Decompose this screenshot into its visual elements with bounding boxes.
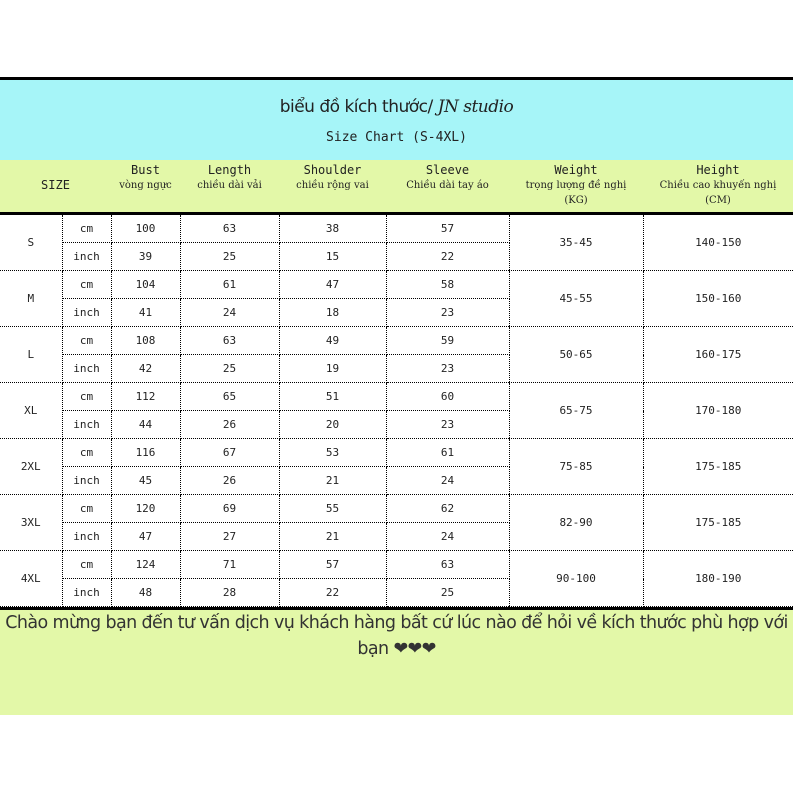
size-label: XL [0,383,62,439]
table-row [0,495,793,523]
sleeve-value: 57 [386,214,509,243]
header-sleeve-en: Sleeve [425,163,470,177]
sleeve-value: 62 [386,495,509,523]
header-bust-en: Bust [131,163,160,177]
weight-value: 82-90 [509,495,643,551]
length-value: 63 [180,214,279,243]
shoulder-value: 20 [279,411,386,439]
shoulder-value: 21 [279,523,386,551]
height-value: 140-150 [643,214,793,271]
unit-label: cm [62,551,111,579]
unit-label: cm [62,327,111,355]
bust-value: 42 [111,355,180,383]
size-label: M [0,271,62,327]
header-length-en: Length [207,163,252,177]
bust-value: 48 [111,579,180,607]
bust-value: 112 [111,383,180,411]
length-value: 67 [180,439,279,467]
sleeve-value: 23 [386,411,509,439]
shoulder-value: 55 [279,495,386,523]
table-row [0,214,793,243]
bust-value: 39 [111,243,180,271]
size-label: L [0,327,62,383]
header-bust-vi: vòng ngực [119,180,172,191]
header-row [0,160,793,214]
table-row [0,439,793,467]
unit-label: inch [62,411,111,439]
header-length [180,160,279,214]
sleeve-value: 60 [386,383,509,411]
unit-label: cm [62,439,111,467]
bust-value: 120 [111,495,180,523]
size-chart-sheet [0,77,793,715]
bust-value: 108 [111,327,180,355]
unit-label: inch [62,579,111,607]
length-value: 71 [180,551,279,579]
header-shoulder-vi: chiều rộng vai [296,180,369,191]
unit-label: cm [62,214,111,243]
header-sleeve-vi: Chiều dài tay áo [406,180,489,191]
bust-value: 47 [111,523,180,551]
length-value: 25 [180,355,279,383]
header-weight-vi: trọng lượng đề nghị [525,180,627,191]
unit-label: cm [62,271,111,299]
size-label: S [0,214,62,271]
table-row [0,383,793,411]
table-row [0,271,793,299]
length-value: 25 [180,243,279,271]
length-value: 26 [180,411,279,439]
sleeve-value: 23 [386,355,509,383]
sleeve-value: 25 [386,579,509,607]
shoulder-value: 15 [279,243,386,271]
header-height-en: Height [696,163,740,177]
weight-value: 75-85 [509,439,643,495]
height-value: 175-185 [643,439,793,495]
shoulder-value: 19 [279,355,386,383]
shoulder-value: 51 [279,383,386,411]
weight-value: 45-55 [509,271,643,327]
height-value: 180-190 [643,551,793,607]
unit-label: inch [62,299,111,327]
bust-value: 104 [111,271,180,299]
length-value: 24 [180,299,279,327]
length-value: 27 [180,523,279,551]
length-value: 28 [180,579,279,607]
length-value: 26 [180,467,279,495]
size-label: 4XL [0,551,62,607]
size-label: 2XL [0,439,62,495]
unit-label: inch [62,355,111,383]
unit-label: inch [62,243,111,271]
length-value: 69 [180,495,279,523]
header-height [643,160,793,214]
shoulder-value: 57 [279,551,386,579]
sleeve-value: 61 [386,439,509,467]
header-sleeve [386,160,509,214]
unit-label: cm [62,495,111,523]
bust-value: 116 [111,439,180,467]
table-body [0,214,793,607]
bust-value: 45 [111,467,180,495]
header-length-vi: chiều dài vải [197,180,262,191]
table-row [0,551,793,579]
header-weight-unit: (KG) [564,195,588,206]
shoulder-value: 49 [279,327,386,355]
header-shoulder-en: Shoulder [303,163,362,177]
bust-value: 44 [111,411,180,439]
header-weight [509,160,643,214]
sleeve-value: 59 [386,327,509,355]
bust-value: 100 [111,214,180,243]
unit-label: cm [62,383,111,411]
height-value: 160-175 [643,327,793,383]
table-row [0,327,793,355]
header-weight-en: Weight [554,163,598,177]
weight-value: 90-100 [509,551,643,607]
sleeve-value: 22 [386,243,509,271]
shoulder-value: 53 [279,439,386,467]
sleeve-value: 23 [386,299,509,327]
shoulder-value: 38 [279,214,386,243]
height-value: 175-185 [643,495,793,551]
weight-value: 65-75 [509,383,643,439]
weight-value: 50-65 [509,327,643,383]
unit-label: inch [62,467,111,495]
length-value: 65 [180,383,279,411]
unit-label: inch [62,523,111,551]
sleeve-value: 63 [386,551,509,579]
chart-title [0,97,793,117]
shoulder-value: 22 [279,579,386,607]
brand-logo-text: JN studio [437,97,514,117]
header-height-vi: Chiều cao khuyến nghị [659,180,777,191]
shoulder-value: 18 [279,299,386,327]
footer-message: Chào mừng bạn đến tư vấn dịch vụ khách hàng bất cứ lúc nào để hỏi về kích thước phù hợp với bạn ❤❤❤ [0,607,793,715]
height-value: 150-160 [643,271,793,327]
sleeve-value: 58 [386,271,509,299]
height-value: 170-180 [643,383,793,439]
title-band [0,80,793,160]
length-value: 61 [180,271,279,299]
header-bust [111,160,180,214]
size-label: 3XL [0,495,62,551]
sleeve-value: 24 [386,467,509,495]
weight-value: 35-45 [509,214,643,271]
title-text: biểu đồ kích thước/ [279,97,433,117]
shoulder-value: 21 [279,467,386,495]
shoulder-value: 47 [279,271,386,299]
length-value: 63 [180,327,279,355]
size-table [0,160,793,607]
chart-subtitle: Size Chart (S-4XL) [326,130,467,145]
bust-value: 124 [111,551,180,579]
bust-value: 41 [111,299,180,327]
header-height-unit: (CM) [705,195,731,206]
sleeve-value: 24 [386,523,509,551]
header-size: SIZE [41,178,70,192]
header-shoulder [279,160,386,214]
